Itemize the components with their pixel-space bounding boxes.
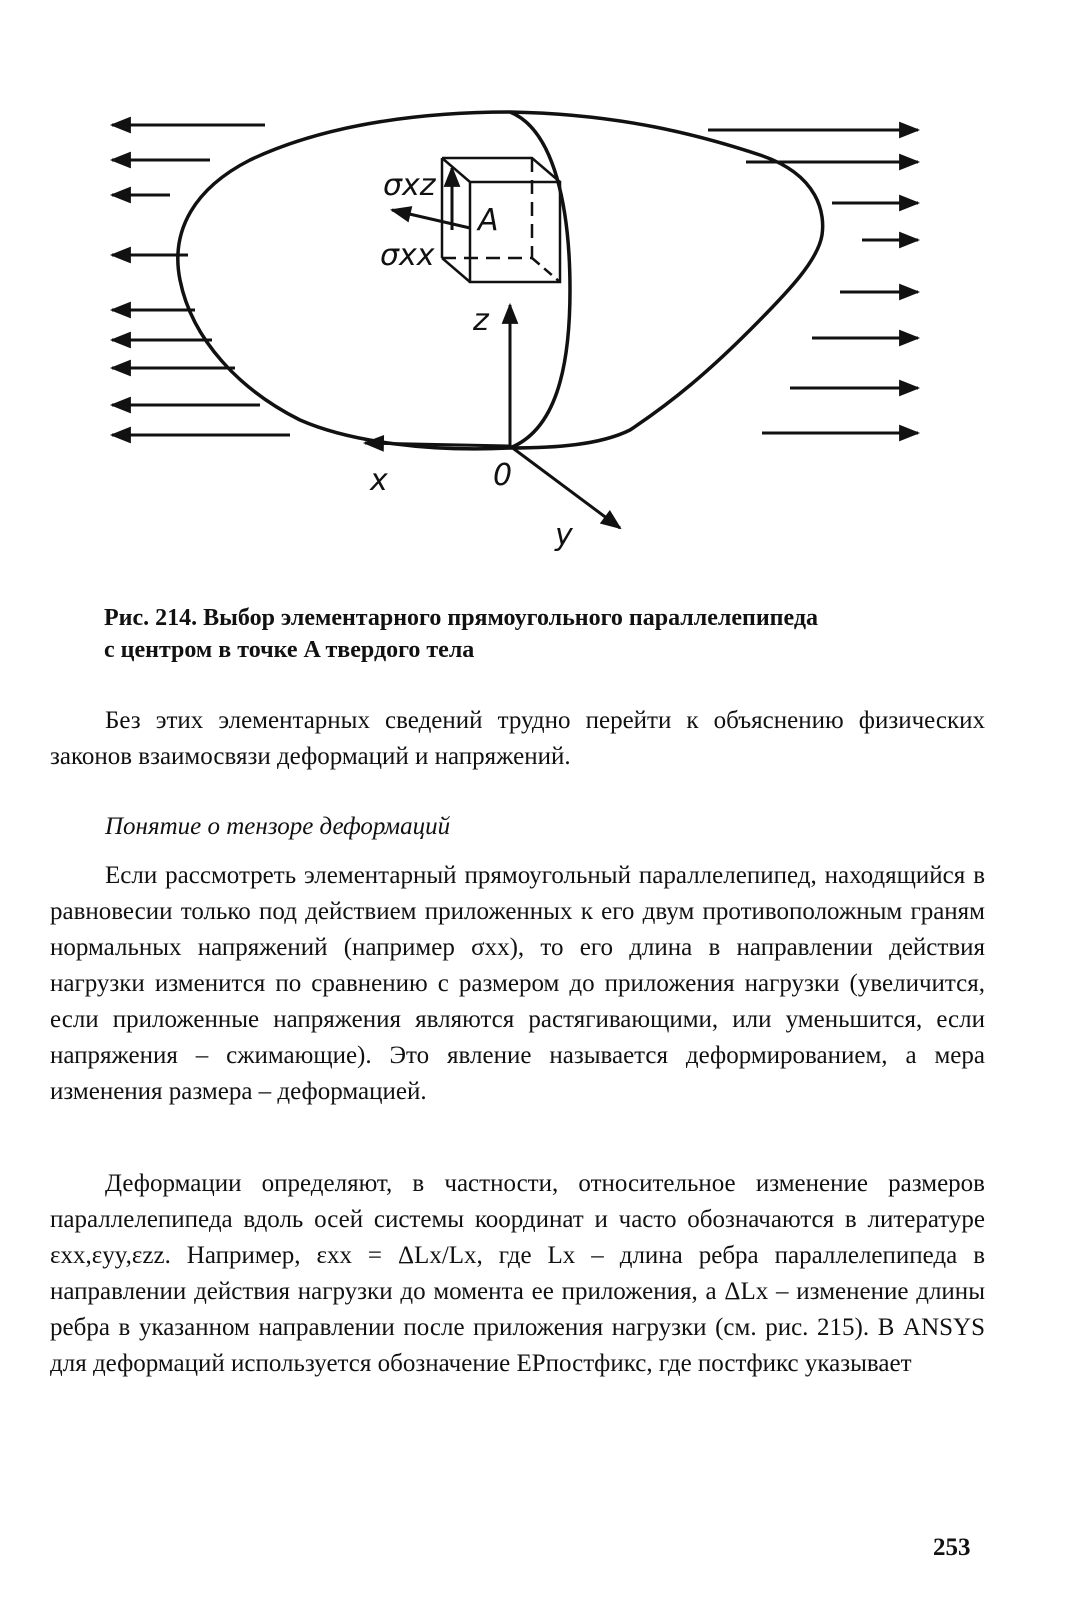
solid-body-outline [178, 112, 823, 449]
element-cube [442, 158, 560, 282]
axis-y [510, 446, 620, 528]
page-number: 253 [933, 1534, 971, 1561]
section-heading: Понятие о тензоре деформаций [105, 813, 451, 840]
axis-x [365, 443, 510, 446]
paragraph-strain-concept [50, 858, 985, 1110]
caption-line-1: Рис. 214. Выбор элементарного прямоугольного параллелепипеда [104, 605, 818, 631]
label-sigma-xx: σxx [380, 238, 435, 273]
figure-caption [104, 602, 984, 666]
sigma-xx-arrow [392, 210, 470, 228]
left-load-arrows [112, 125, 290, 435]
right-load-arrows [708, 130, 918, 433]
figure-214 [100, 100, 940, 580]
paragraph-strain-definition-text: Деформации определяют, в частности, относительное изменение размеров параллелепипеда вдоль осей системы координат и часто обозначаются в литературе εxx,εyy,εzz. Например, εxx = ΔLx/Lx, где Lx – длина ребра параллелепипеда в направлении действия нагрузки до момента ее приложения, а ΔLx – изменение длины ребра в указанном направлении после приложения нагрузки (см. рис. 215). В ANSYS для деформаций используется обозначение EPпостфикс, где постфикс указывает [50, 1170, 985, 1377]
label-point-a: A [478, 203, 499, 238]
label-axis-x: x [370, 463, 388, 498]
label-axis-y: y [555, 518, 573, 553]
label-sigma-xz: σxz [383, 168, 436, 203]
figure-drawing [100, 100, 940, 580]
label-origin: 0 [493, 458, 513, 493]
paragraph-intro [50, 703, 985, 775]
paragraph-strain-definition [50, 1166, 985, 1382]
caption-line-2: с центром в точке A твердого тела [104, 637, 475, 663]
label-axis-z: z [473, 303, 489, 338]
paragraph-strain-concept-text: Если рассмотреть элементарный прямоугольный параллелепипед, находящийся в равновесии только под действием приложенных к его двум противоположным граням нормальных напряжений (например σxx), то его длина в направлении действия нагрузки изменится по сравнению с размером до приложения нагрузки (увеличится, если приложенные напряжения являются растягивающими, или уменьшится, если напряжения – сжимающие). Это явление называется деформированием, а мера изменения размера – деформацией. [50, 862, 985, 1105]
paragraph-intro-text: Без этих элементарных сведений трудно перейти к объяснению физических законов взаимосвязи деформаций и напряжений. [50, 707, 985, 770]
